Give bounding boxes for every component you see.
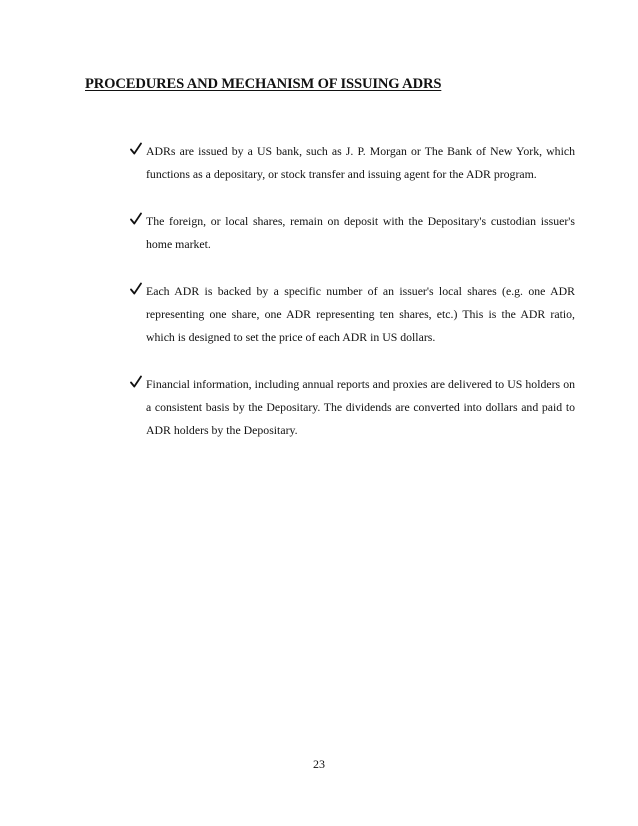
list-item <box>130 140 575 186</box>
bullet-text: The foreign, or local shares, remain on deposit with the Depositary's custodian issuer's home market. <box>146 214 575 251</box>
bullet-text: Each ADR is backed by a specific number of an issuer's local shares (e.g. one ADR representing one share, one ADR representing ten shares, etc.) This is the ADR ratio, which is designed to set the price of each ADR in US dollars. <box>146 284 575 344</box>
list-item <box>130 280 575 349</box>
checkmark-icon <box>130 282 142 296</box>
bullet-text: Financial information, including annual reports and proxies are delivered to US holders on a consistent basis by the Depositary. The dividends are converted into dollars and paid to ADR holders by the Depositary. <box>146 377 575 437</box>
bullet-text: ADRs are issued by a US bank, such as J. P. Morgan or The Bank of New York, which functions as a depositary, or stock transfer and issuing agent for the ADR program. <box>146 144 575 181</box>
bullet-list <box>130 140 575 466</box>
page-heading: PROCEDURES AND MECHANISM OF ISSUING ADRS <box>85 76 442 92</box>
page-number: 23 <box>313 757 325 771</box>
list-item <box>130 373 575 442</box>
checkmark-icon <box>130 212 142 226</box>
list-item <box>130 210 575 256</box>
checkmark-icon <box>130 375 142 389</box>
checkmark-icon <box>130 142 142 156</box>
